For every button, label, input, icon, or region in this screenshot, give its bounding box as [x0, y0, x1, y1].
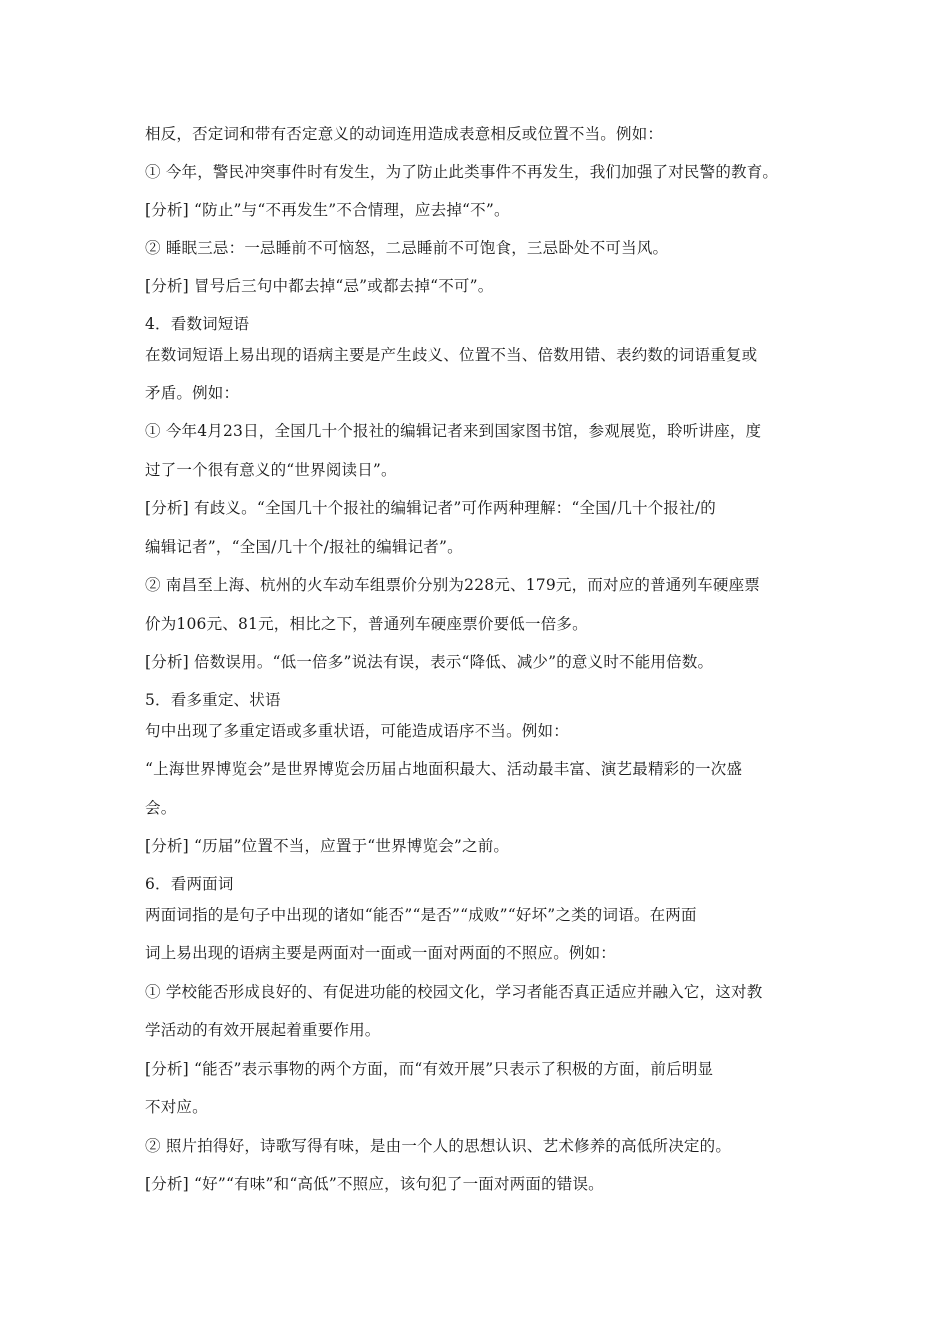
example-line: ① 学校能否形成良好的、有促进功能的校园文化，学习者能否真正适应并融入它，这对教: [145, 983, 763, 1001]
example-line: “上海世界博览会”是世界博览会历届占地面积最大、活动最丰富、演艺最精彩的一次盛: [145, 760, 743, 778]
example-line: ① 今年，警民冲突事件时有发生，为了防止此类事件不再发生，我们加强了对民警的教育。: [145, 163, 779, 181]
analysis-line: 不对应。: [145, 1098, 208, 1116]
section-heading: 4．看数词短语: [145, 315, 250, 333]
example-line: 过了一个很有意义的“世界阅读日”。: [145, 461, 397, 479]
section-heading: 6．看两面词: [145, 875, 234, 893]
text-line: 词上易出现的语病主要是两面对一面或一面对两面的不照应。例如：: [145, 944, 617, 962]
example-line: ② 南昌至上海、杭州的火车动车组票价分别为228元、179元，而对应的普通列车硬座票: [145, 576, 760, 594]
text-line: 矛盾。例如：: [145, 384, 240, 402]
text-line: 句中出现了多重定语或多重状语，可能造成语序不当。例如：: [145, 722, 569, 740]
analysis-line: 编辑记者”，“全国/几十个/报社的编辑记者”。: [145, 538, 463, 556]
analysis-line: [分析] “历届”位置不当，应置于“世界博览会”之前。: [145, 837, 510, 855]
example-line: ① 今年4月23日，全国几十个报社的编辑记者来到国家图书馆，参观展览，聆听讲座，度: [145, 422, 762, 440]
example-line: 学活动的有效开展起着重要作用。: [145, 1021, 381, 1039]
example-line: 会。: [145, 799, 177, 817]
analysis-line: [分析] “能否”表示事物的两个方面，而“有效开展”只表示了积极的方面，前后明显: [145, 1060, 714, 1078]
section-heading: 5．看多重定、状语: [145, 691, 281, 709]
analysis-line: [分析] 冒号后三句中都去掉“忌”或都去掉“不可”。: [145, 277, 494, 295]
analysis-line: [分析] “防止”与“不再发生”不合情理，应去掉“不”。: [145, 201, 510, 219]
analysis-line: [分析] 倍数误用。“低一倍多”说法有误，表示“降低、减少”的意义时不能用倍数。: [145, 653, 714, 671]
analysis-line: [分析] 有歧义。“全国几十个报社的编辑记者”可作两种理解：“全国/几十个报社/的: [145, 499, 716, 517]
text-line: 两面词指的是句子中出现的诸如“能否”“是否”“成败”“好坏”之类的词语。在两面: [145, 906, 697, 924]
example-line: ② 睡眠三忌：一忌睡前不可恼怒，二忌睡前不可饱食，三忌卧处不可当风。: [145, 239, 669, 257]
text-line: 相反，否定词和带有否定意义的动词连用造成表意相反或位置不当。例如：: [145, 125, 664, 143]
example-line: 价为106元、81元，相比之下，普通列车硬座票价要低一倍多。: [145, 615, 588, 633]
analysis-line: [分析] “好”“有味”和“高低”不照应，该句犯了一面对两面的错误。: [145, 1175, 604, 1193]
text-line: 在数词短语上易出现的语病主要是产生歧义、位置不当、倍数用错、表约数的词语重复或: [145, 346, 758, 364]
example-line: ② 照片拍得好，诗歌写得有味，是由一个人的思想认识、艺术修养的高低所决定的。: [145, 1137, 732, 1155]
